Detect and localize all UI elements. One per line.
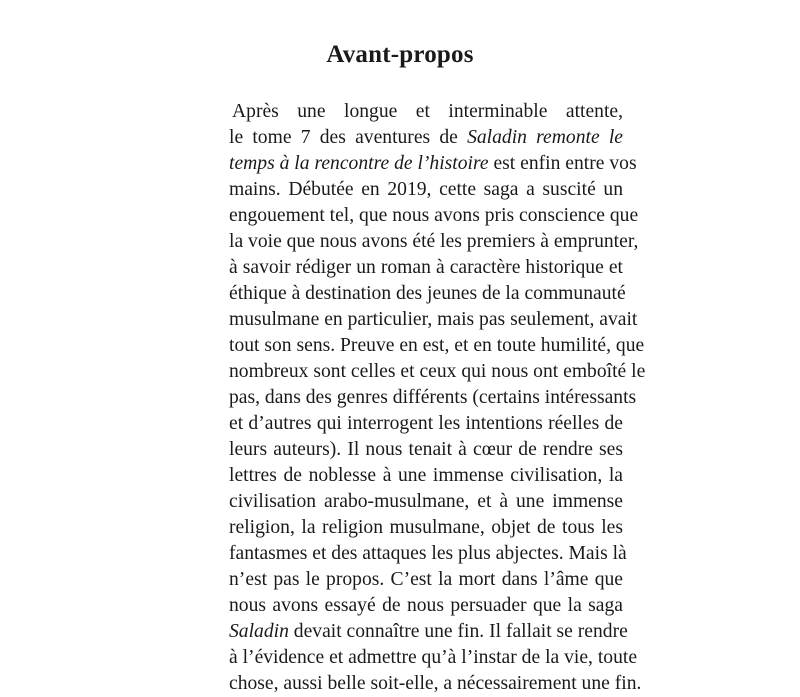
text-segment: mains. Débutée en 2019, cette saga a suscité un bbox=[229, 179, 623, 200]
text-segment: chose, aussi belle soit-elle, a nécessairement une fin. bbox=[229, 673, 642, 694]
text-line bbox=[229, 281, 626, 307]
text-segment: pas, dans des genres différents (certains intéressants bbox=[229, 387, 637, 408]
text-line bbox=[229, 125, 623, 151]
text-segment: est enfin entre vos bbox=[488, 153, 637, 174]
page-title: Avant-propos bbox=[326, 41, 474, 68]
text-line bbox=[229, 203, 639, 229]
text-line bbox=[229, 177, 623, 203]
text-line bbox=[232, 99, 623, 125]
text-line bbox=[229, 411, 623, 437]
text-segment: fantasmes et des attaques les plus abjectes. Mais là bbox=[229, 543, 627, 564]
text-line bbox=[229, 515, 623, 541]
text-segment: n’est pas le propos. C’est la mort dans l’âme que bbox=[229, 569, 623, 590]
foreword-paragraph bbox=[229, 99, 646, 697]
text-segment: à l’évidence et admettre qu’à l’instar de la vie, toute bbox=[229, 647, 638, 668]
text-line bbox=[229, 151, 637, 177]
text-segment: leurs auteurs). Il nous tenait à cœur de rendre ses bbox=[229, 439, 623, 460]
text-line bbox=[229, 671, 642, 697]
italic-title-text: Saladin remonte le bbox=[467, 127, 623, 148]
text-line bbox=[229, 385, 637, 411]
text-segment: à savoir rédiger un roman à caractère historique et bbox=[229, 257, 623, 278]
text-segment: civilisation arabo-musulmane, et à une immense bbox=[229, 491, 623, 512]
text-segment: la voie que nous avons été les premiers à emprunter, bbox=[229, 231, 639, 252]
text-segment: engouement tel, que nous avons pris conscience que bbox=[229, 205, 639, 226]
text-segment: tout son sens. Preuve en est, et en toute humilité, que bbox=[229, 335, 645, 356]
text-segment: musulmane en particulier, mais pas seulement, avait bbox=[229, 309, 638, 330]
text-segment: et d’autres qui interrogent les intentions réelles de bbox=[229, 413, 623, 434]
text-line bbox=[229, 541, 627, 567]
text-line bbox=[229, 489, 623, 515]
text-line bbox=[229, 619, 628, 645]
text-line bbox=[229, 567, 623, 593]
text-line bbox=[229, 593, 623, 619]
text-segment: devait connaître une fin. Il fallait se rendre bbox=[288, 621, 628, 642]
text-line bbox=[229, 229, 639, 255]
italic-title-text: temps à la rencontre de l’histoire bbox=[229, 153, 489, 174]
text-segment: éthique à destination des jeunes de la communauté bbox=[229, 283, 626, 304]
text-line bbox=[229, 437, 623, 463]
italic-title-text: Saladin bbox=[229, 621, 289, 642]
text-segment: nombreux sont celles et ceux qui nous ont emboîté le bbox=[229, 361, 646, 382]
text-line bbox=[229, 463, 623, 489]
text-segment: lettres de noblesse à une immense civilisation, la bbox=[229, 465, 623, 486]
text-segment: Après une longue et interminable attente, bbox=[232, 101, 623, 122]
text-line bbox=[229, 307, 638, 333]
text-line bbox=[229, 359, 646, 385]
text-segment: le tome 7 des aventures de bbox=[229, 127, 468, 148]
text-segment: religion, la religion musulmane, objet de tous les bbox=[229, 517, 623, 538]
text-segment: nous avons essayé de nous persuader que la saga bbox=[229, 595, 623, 616]
text-line bbox=[229, 333, 645, 359]
text-line bbox=[229, 645, 638, 671]
text-line bbox=[229, 255, 623, 281]
